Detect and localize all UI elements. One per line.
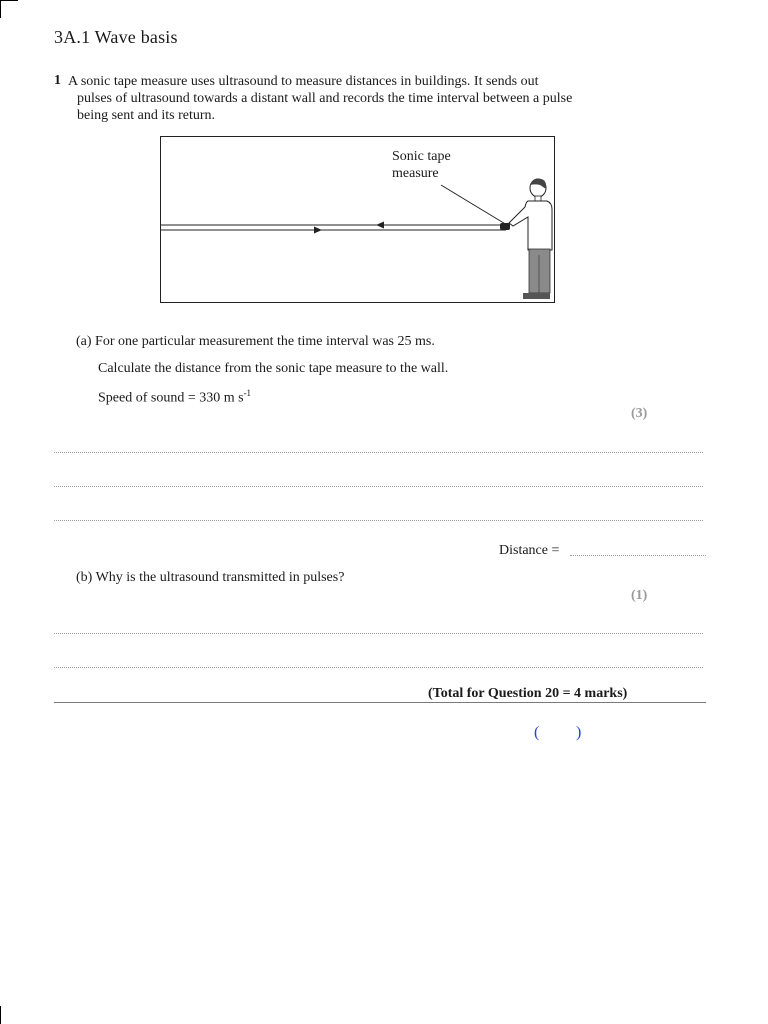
- speed-of-sound-text: Speed of sound = 330 m s: [98, 390, 244, 406]
- stem-line-2: pulses of ultrasound towards a distant wall and records the time interval between a pulse: [77, 91, 573, 106]
- part-a-prompt: (a) For one particular measurement the time interval was 25 ms.: [76, 334, 435, 349]
- sonic-tape-measure-figure: [160, 136, 555, 303]
- open-paren: (: [534, 724, 540, 741]
- distance-label: Distance =: [499, 543, 560, 558]
- question-stem: [68, 73, 658, 124]
- distance-answer-field[interactable]: [570, 555, 706, 556]
- label-pointer-line: [441, 185, 507, 225]
- question-end-rule: [54, 702, 706, 703]
- part-b-prompt: (b) Why is the ultrasound transmitted in pulses?: [76, 570, 345, 585]
- section-heading: 3A.1 Wave basis: [54, 27, 178, 47]
- part-a-instruction: Calculate the distance from the sonic tape measure to the wall.: [98, 361, 449, 376]
- part-b-marks: (1): [631, 588, 648, 603]
- person-icon: [509, 179, 552, 299]
- answer-line-a1[interactable]: [54, 452, 703, 453]
- crop-mark-top-left-vertical: [0, 0, 1, 18]
- total-marks: (Total for Question 20 = 4 marks): [428, 686, 628, 701]
- figure-label-line-1: Sonic tape: [392, 149, 451, 164]
- crop-mark-top-left-horizontal: [0, 0, 18, 1]
- close-paren: ): [576, 724, 582, 741]
- figure-illustration: [161, 137, 554, 302]
- arrow-left-icon: [376, 222, 384, 229]
- answer-line-a2[interactable]: [54, 486, 703, 487]
- stem-line-3: being sent and its return.: [77, 108, 216, 123]
- part-a-marks: (3): [631, 406, 648, 421]
- question-number: 1: [54, 73, 61, 88]
- figure-label-line-2: measure: [392, 166, 439, 181]
- part-a-given: [98, 388, 251, 407]
- stem-line-1: A sonic tape measure uses ultrasound to measure distances in buildings. It sends out: [68, 74, 539, 89]
- crop-mark-bottom-left-vertical: [0, 1006, 1, 1024]
- unit-exponent: -1: [243, 388, 252, 398]
- tape-measure-device: [500, 223, 510, 230]
- answer-line-b1[interactable]: [54, 633, 703, 634]
- arrow-right-icon: [314, 227, 322, 234]
- answer-line-a3[interactable]: [54, 520, 703, 521]
- answer-line-b2[interactable]: [54, 667, 703, 668]
